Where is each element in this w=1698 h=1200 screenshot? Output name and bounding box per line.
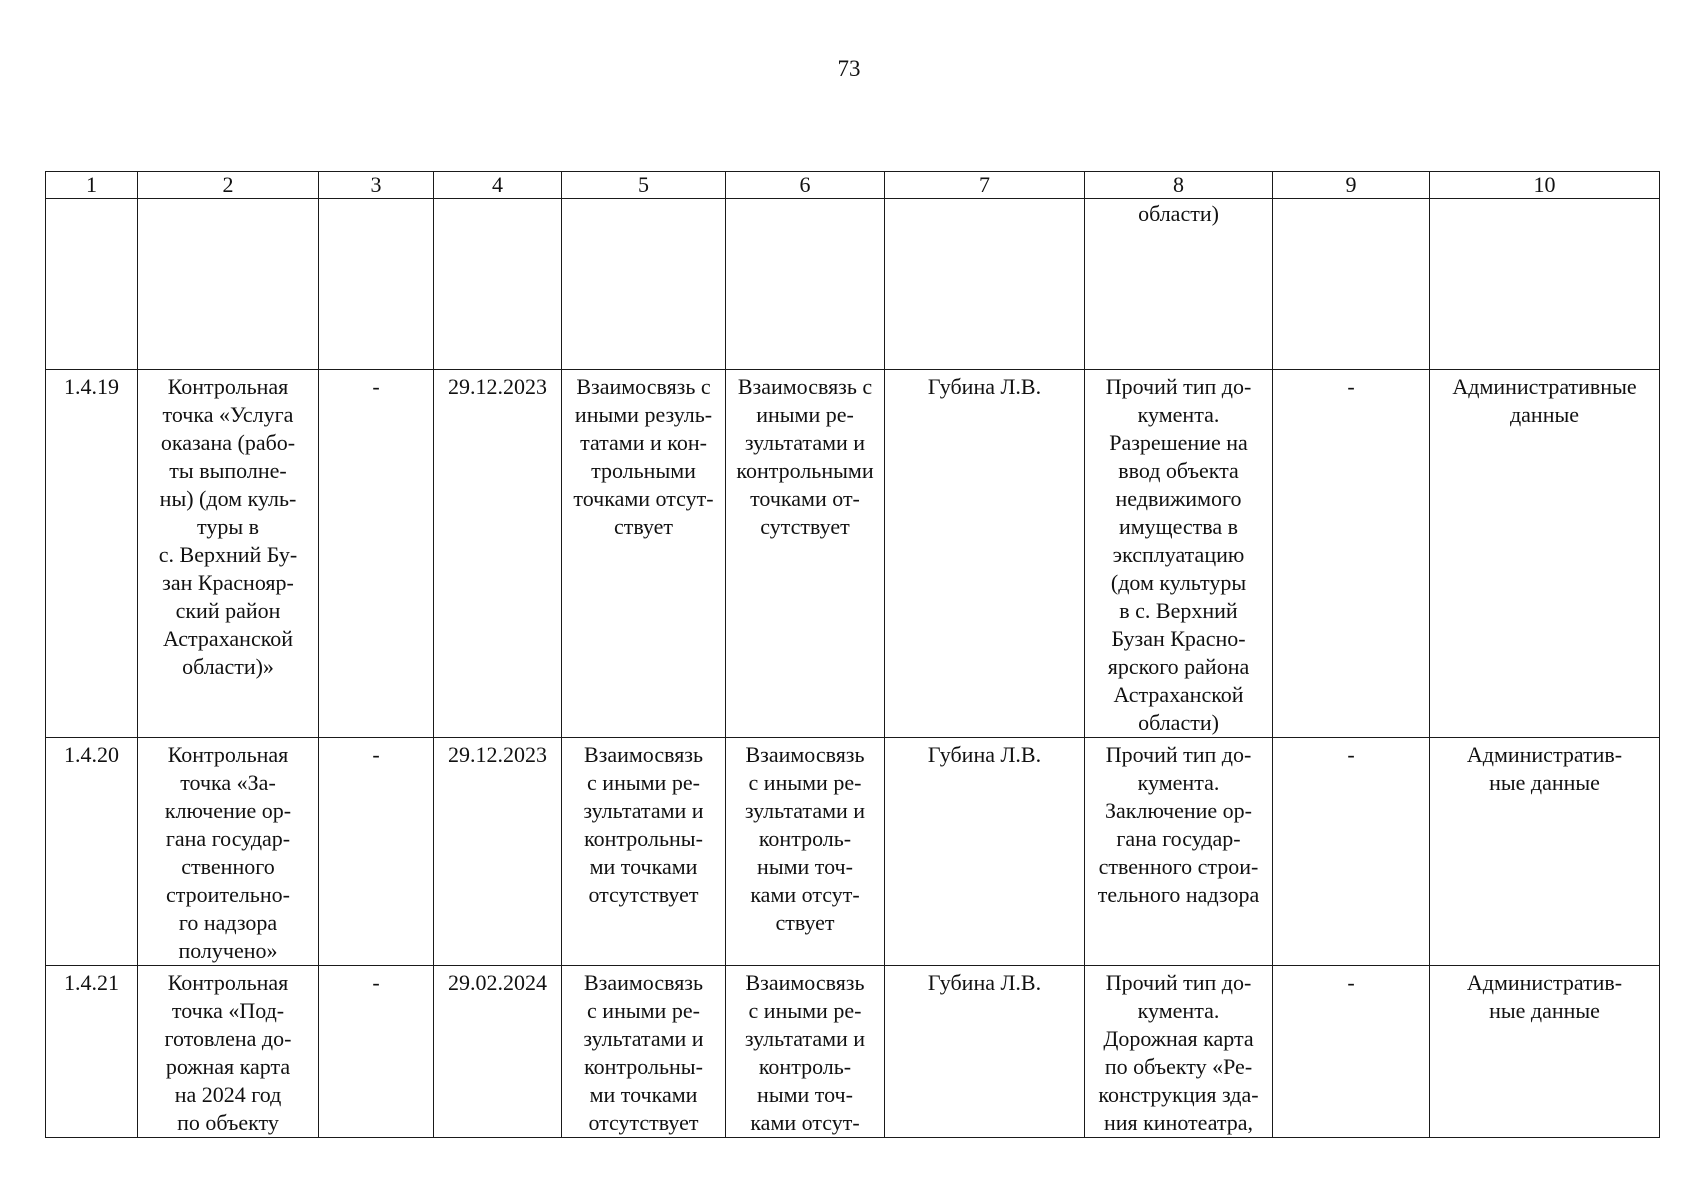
column-header: 9 <box>1273 172 1430 199</box>
responsible-cell: Губина Л.В. <box>885 738 1085 966</box>
table-cell: - <box>1273 370 1430 738</box>
table-cell <box>1273 199 1430 370</box>
table-row <box>46 738 1660 966</box>
table-cell: - <box>1273 966 1430 1138</box>
document-cell: Прочий тип до- кумента. Разрешение на ввод объекта недвижимого имущества в эксплуатацию (дом культуры в с. Верхний Бузан Красно- ярского района Астраханской области) <box>1085 370 1273 738</box>
source-cell: Административ- ные данные <box>1430 738 1660 966</box>
table-cell <box>726 199 885 370</box>
table-row <box>46 370 1660 738</box>
relation-cell: Взаимосвязь с иными ре- зультатами и контрольны- ми точками отсутствует <box>562 738 726 966</box>
checkpoint-name-cell: Контрольная точка «За- ключение ор- гана государ- ственного строительно- го надзора получено» <box>138 738 319 966</box>
column-header: 7 <box>885 172 1085 199</box>
column-header: 3 <box>319 172 434 199</box>
table-cell: - <box>319 370 434 738</box>
column-header: 2 <box>138 172 319 199</box>
date-cell: 29.12.2023 <box>434 370 562 738</box>
table-cell <box>434 199 562 370</box>
column-header: 4 <box>434 172 562 199</box>
checkpoint-name-cell: Контрольная точка «Под- готовлена до- рожная карта на 2024 год по объекту <box>138 966 319 1138</box>
document-cell: области) <box>1085 199 1273 370</box>
source-cell: Административные данные <box>1430 370 1660 738</box>
row-id-cell: 1.4.20 <box>46 738 138 966</box>
relation-cell: Взаимосвязь с иными ре- зультатами и контроль- ными точ- ками отсут- <box>726 966 885 1138</box>
table-cell: - <box>319 738 434 966</box>
relation-cell: Взаимосвязь с иными ре- зультатами и контроль- ными точ- ками отсут- ствует <box>726 738 885 966</box>
date-cell: 29.12.2023 <box>434 738 562 966</box>
date-cell: 29.02.2024 <box>434 966 562 1138</box>
column-header: 8 <box>1085 172 1273 199</box>
table-header-row <box>46 172 1660 199</box>
table-cell <box>562 199 726 370</box>
plan-table <box>45 171 1660 1138</box>
table-row-continuation <box>46 199 1660 370</box>
column-header: 10 <box>1430 172 1660 199</box>
table-cell <box>1430 199 1660 370</box>
row-id-cell: 1.4.19 <box>46 370 138 738</box>
document-cell: Прочий тип до- кумента. Дорожная карта по объекту «Ре- конструкция зда- ния кинотеатра, <box>1085 966 1273 1138</box>
table-cell <box>319 199 434 370</box>
table-cell: - <box>1273 738 1430 966</box>
document-cell: Прочий тип до- кумента. Заключение ор- гана государ- ственного строи- тельного надзора <box>1085 738 1273 966</box>
relation-cell: Взаимосвязь с иными ре- зультатами и контрольными точками от- сутствует <box>726 370 885 738</box>
table-cell <box>885 199 1085 370</box>
responsible-cell: Губина Л.В. <box>885 370 1085 738</box>
row-id-cell: 1.4.21 <box>46 966 138 1138</box>
source-cell: Административ- ные данные <box>1430 966 1660 1138</box>
column-header: 6 <box>726 172 885 199</box>
table-row <box>46 966 1660 1138</box>
relation-cell: Взаимосвязь с иными ре- зультатами и контрольны- ми точками отсутствует <box>562 966 726 1138</box>
page-number: 73 <box>837 56 861 81</box>
responsible-cell: Губина Л.В. <box>885 966 1085 1138</box>
relation-cell: Взаимосвязь с иными резуль- татами и кон- трольными точками отсут- ствует <box>562 370 726 738</box>
table-cell: - <box>319 966 434 1138</box>
table-cell <box>46 199 138 370</box>
column-header: 1 <box>46 172 138 199</box>
column-header: 5 <box>562 172 726 199</box>
table-cell <box>138 199 319 370</box>
checkpoint-name-cell: Контрольная точка «Услуга оказана (рабо- ты выполне- ны) (дом куль- туры в с. Верхний Бу- зан Краснояр- ский район Астраханской области)» <box>138 370 319 738</box>
